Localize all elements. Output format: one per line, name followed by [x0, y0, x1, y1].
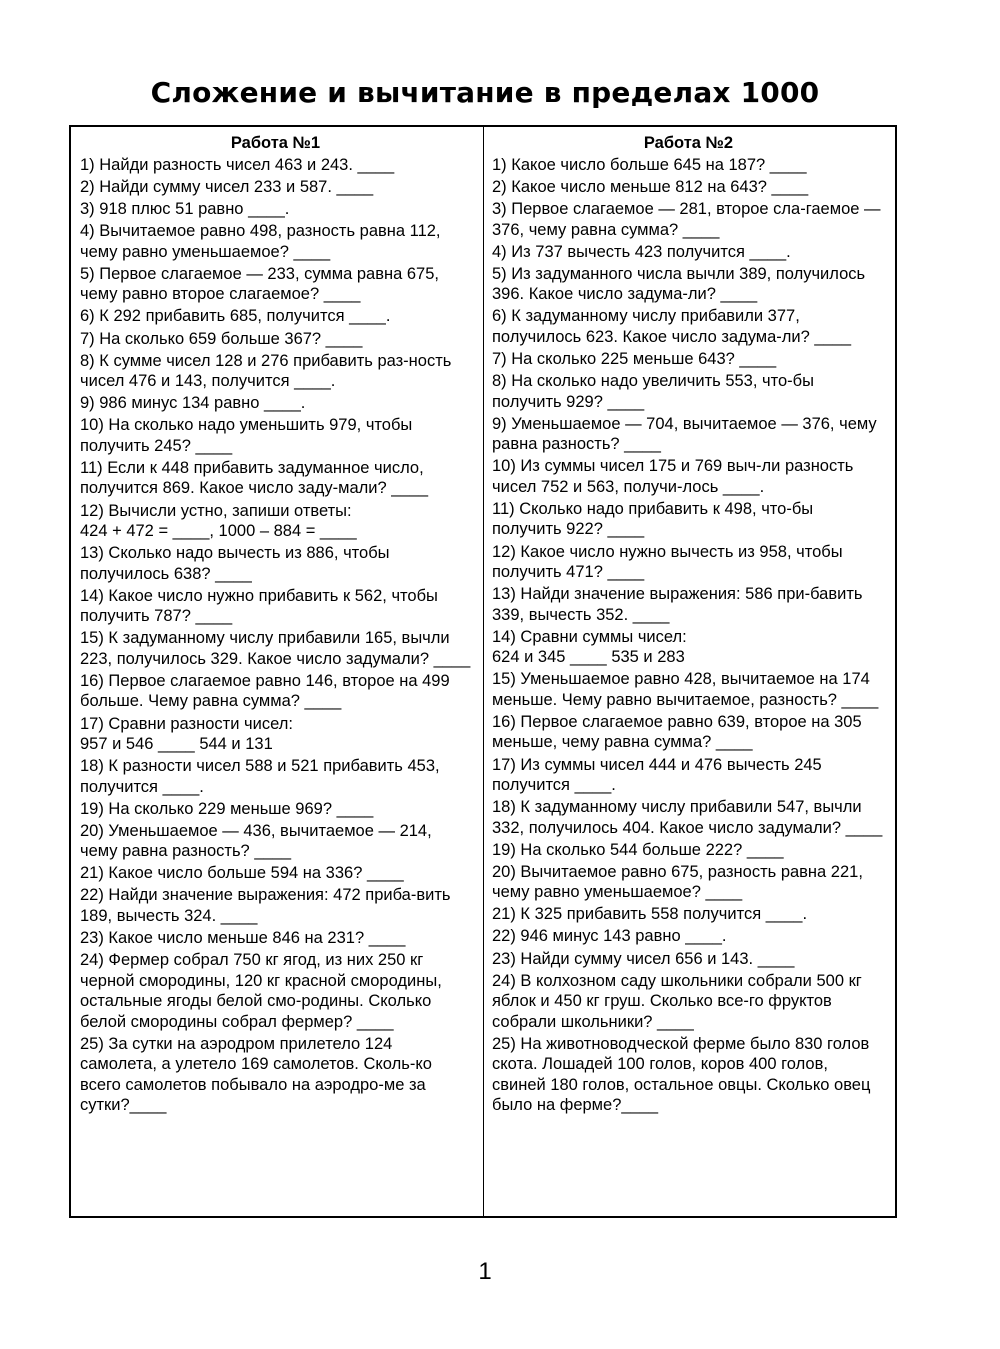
task-item: 9) Уменьшаемое — 704, вычитаемое — 376, чему равна разность? ____ — [492, 414, 882, 454]
task-item: 14) Какое число нужно прибавить к 562, чтобы получить 787? ____ — [80, 586, 443, 626]
task-item: 7) На сколько 225 меньше 643? ____ — [492, 350, 777, 369]
task-item: 8) На сколько надо увеличить 553, что-бы получить 929? ____ — [492, 372, 819, 411]
task-item: 16) Первое слагаемое равно 639, второе на 305 меньше, чему равна сумма? ____ — [492, 712, 867, 752]
task-item: 22) Найди значение выражения: 472 приба-вить 189, вычесть 324. ____ — [80, 886, 456, 925]
task-item: 11) Если к 448 прибавить задуманное число, получится 869. Какое число заду-мали? ____ — [80, 458, 429, 498]
work-1-heading: Работа №1 — [230, 134, 321, 152]
task-item: 22) 946 минус 143 равно ____. — [492, 927, 727, 946]
task-item: 12) Какое число нужно вычесть из 958, чтобы получить 471? ____ — [492, 542, 848, 582]
worksheet-table — [69, 125, 897, 1218]
work-1-task-list — [80, 155, 471, 1116]
task-item: 8) К сумме чисел 128 и 276 прибавить раз-ность чисел 476 и 143, получится ____. — [80, 351, 456, 391]
task-item: 18) К задуманному числу прибавили 547, вычли 332, получилось 404. Какое число задумали? ____ — [492, 798, 883, 837]
page-number: 1 — [478, 1258, 492, 1285]
task-item: 3) Первое слагаемое — 281, второе сла-гаемое — 376, чему равна сумма? ____ — [492, 200, 886, 239]
task-item: 23) Какое число меньше 846 на 231? ____ — [80, 929, 406, 948]
task-item: 17) Сравни разности чисел: 957 и 546 ____ 544 и 131 — [80, 714, 293, 753]
task-item: 1) Какое число больше 645 на 187? ____ — [492, 156, 807, 174]
task-item: 16) Первое слагаемое равно 146, второе на 499 больше. Чему равна сумма? ____ — [80, 671, 455, 711]
task-item: 6) К задуманному числу прибавили 377, получилось 623. Какое число задума-ли? ____ — [492, 307, 852, 346]
work-2-heading: Работа №2 — [643, 134, 734, 152]
task-item: 10) Из суммы чисел 175 и 769 выч-ли разность чисел 752 и 563, получи-лось ____. — [492, 457, 858, 496]
task-item: 4) Вычитаемое равно 498, разность равна 112, чему равно уменьшаемое? ____ — [80, 222, 446, 261]
work-2-column — [483, 127, 895, 1216]
task-item: 19) На сколько 544 больше 222? ____ — [492, 840, 784, 859]
task-item: 20) Уменьшаемое — 436, вычитаемое — 214, чему равна разность? ____ — [80, 821, 437, 861]
task-item: 17) Из суммы чисел 444 и 476 вычесть 245 получится ____. — [492, 755, 827, 794]
task-item: 9) 986 минус 134 равно ____. — [80, 394, 306, 413]
task-item: 6) К 292 прибавить 685, получится ____. — [80, 307, 391, 326]
task-item: 12) Вычисли устно, запиши ответы: 424 + 472 = ____, 1000 – 884 = ____ — [80, 501, 357, 541]
task-item: 21) К 325 прибавить 558 получится ____. — [492, 905, 808, 924]
task-item: 13) Сколько надо вычесть из 886, чтобы получилось 638? ____ — [80, 544, 395, 583]
task-item: 20) Вычитаемое равно 675, разность равна 221, чему равно уменьшаемое? ____ — [492, 862, 868, 902]
work-2-task-list — [492, 155, 885, 1116]
task-item: 5) Из задуманного числа вычли 389, получилось 396. Какое число задума-ли? ____ — [492, 264, 870, 304]
task-item: 18) К разности чисел 588 и 521 прибавить 453, получится ____. — [80, 757, 445, 796]
task-item: 1) Найди разность чисел 463 и 243. ____ — [80, 156, 395, 174]
page-title: Сложение и вычитание в пределах 1000 — [150, 76, 820, 109]
work-1-column — [71, 127, 483, 1216]
task-item: 19) На сколько 229 меньше 969? ____ — [80, 799, 374, 818]
task-item: 24) В колхозном саду школьники собрали 500 кг яблок и 450 кг груш. Сколько все-го фруктов собрали школьники? ____ — [492, 971, 867, 1031]
task-item: 10) На сколько надо уменьшить 979, чтобы получить 245? ____ — [80, 416, 417, 455]
task-item: 7) На сколько 659 больше 367? ____ — [80, 329, 363, 348]
task-item: 2) Какое число меньше 812 на 643? ____ — [492, 178, 809, 197]
task-item: 13) Найди значение выражения: 586 при-бавить 339, вычесть 352. ____ — [492, 585, 868, 624]
task-item: 25) За сутки на аэродром прилетело 124 самолета, а улетело 169 самолетов. Сколь-ко всего самолетов побывало на аэродро-ме за сутки?____ — [80, 1034, 437, 1115]
task-item: 21) Какое число больше 594 на 336? ____ — [80, 864, 404, 883]
task-item: 14) Сравни суммы чисел: 624 и 345 ____ 535 и 283 — [492, 627, 687, 667]
task-item: 24) Фермер собрал 750 кг ягод, из них 250 кг черной смородины, 120 кг красной смородины, остальные ягоды белой смо-родины. Сколько белой смородины собрал фермер? ____ — [80, 951, 447, 1031]
task-item: 5) Первое слагаемое — 233, сумма равна 675, чему равно второе слагаемое? ____ — [80, 264, 444, 304]
task-item: 2) Найди сумму чисел 233 и 587. ____ — [80, 178, 374, 197]
task-item: 15) К задуманному числу прибавили 165, вычли 223, получилось 329. Какое число задумали? ____ — [80, 629, 471, 668]
task-item: 4) Из 737 вычесть 423 получится ____. — [492, 242, 791, 261]
task-item: 15) Уменьшаемое равно 428, вычитаемое на 174 меньше. Чему равно вычитаемое, разность? ____ — [492, 670, 879, 709]
task-item: 23) Найди сумму чисел 656 и 143. ____ — [492, 949, 795, 968]
task-item: 3) 918 плюс 51 равно ____. — [80, 200, 290, 219]
task-item: 11) Сколько надо прибавить к 498, что-бы получить 922? ____ — [492, 499, 818, 539]
task-item: 25) На животноводческой ферме было 830 голов скота. Лошадей 100 голов, коров 400 голов, свиней 180 голов, остальное овцы. Сколько овец было на ферме?____ — [492, 1034, 875, 1115]
